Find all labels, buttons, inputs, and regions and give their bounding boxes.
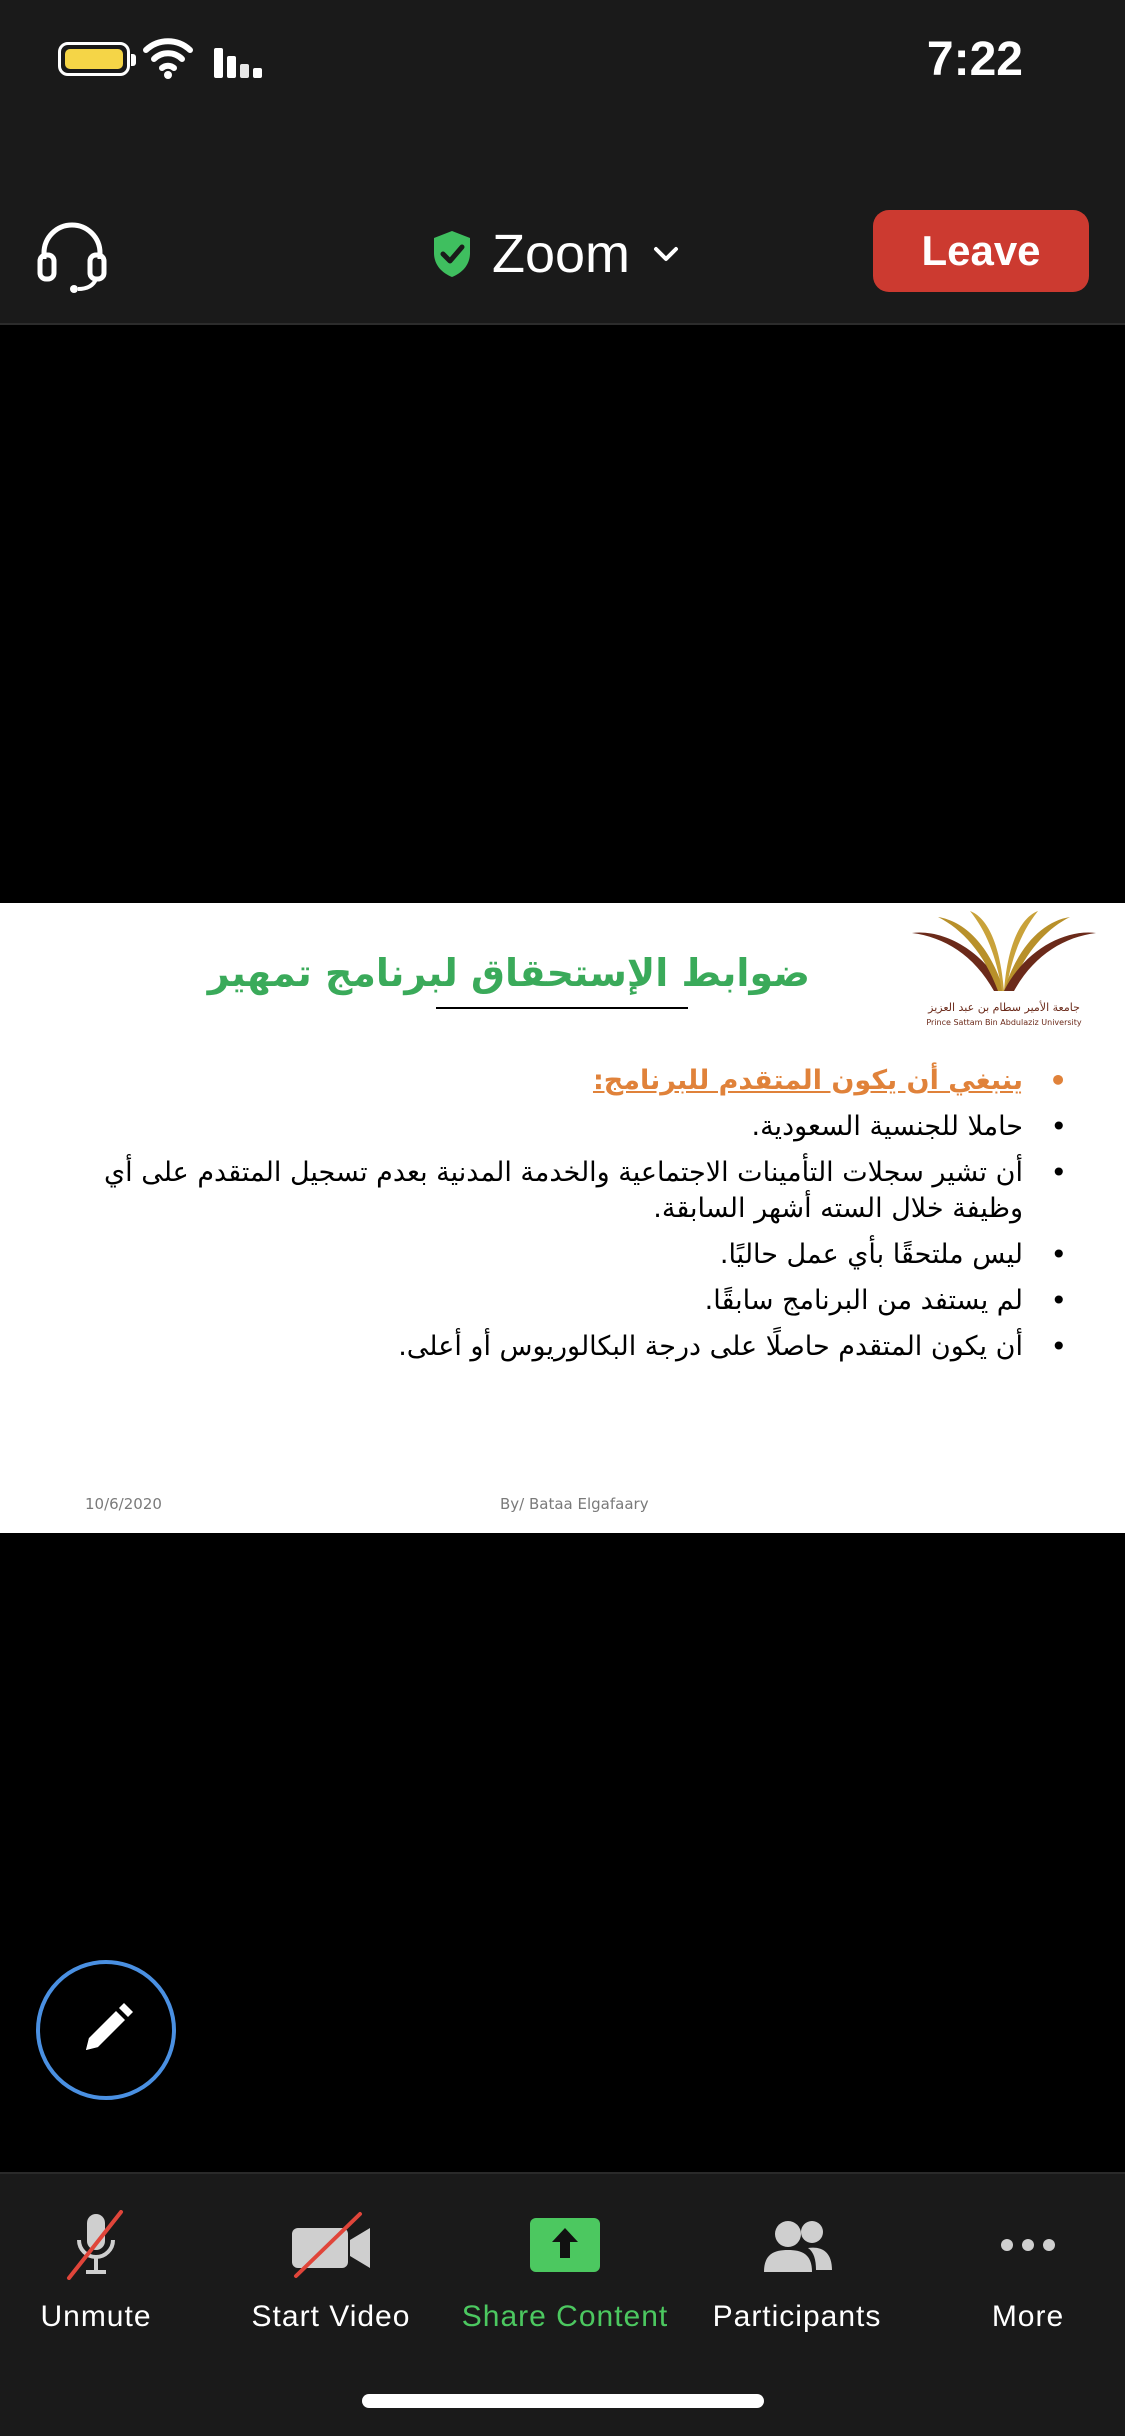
participants-icon xyxy=(752,2210,842,2280)
unmute-button[interactable] xyxy=(28,2210,164,2350)
status-time: 7:22 xyxy=(926,33,1023,86)
pencil-icon xyxy=(74,1998,138,2062)
shield-check-icon xyxy=(430,229,474,279)
slide-bullet: • أن تشير سجلات التأمينات الاجتماعية والخدمة المدنية بعدم تسجيل المتقدم على أي وظيفة خلال السته أشهر السابقة. xyxy=(55,1155,1045,1227)
meeting-title: Zoom xyxy=(492,224,631,284)
leave-button[interactable]: Leave xyxy=(873,210,1089,292)
title-underline xyxy=(436,1007,688,1009)
slide-bullet-heading: • ينبغي أن يكون المتقدم للبرنامج: xyxy=(55,1063,1045,1099)
slide-title: ضوابط الإستحقاق لبرنامج تمهير xyxy=(207,951,810,995)
participants-button[interactable] xyxy=(700,2210,894,2350)
more-button[interactable] xyxy=(970,2210,1086,2350)
battery-icon xyxy=(58,42,130,76)
slide-bullet: • أن يكون المتقدم حاصلًا على درجة البكالوريوس أو أعلى. xyxy=(55,1329,1045,1365)
slide-footer-date: 10/6/2020 xyxy=(85,1495,162,1513)
meeting-title-dropdown[interactable] xyxy=(430,223,684,285)
logo-arabic-text: جامعة الأمير سطام بن عبد العزيز xyxy=(928,1001,1080,1014)
headset-icon[interactable] xyxy=(32,215,112,295)
slide-bullet: • لم يستفد من البرنامج سابقًا. xyxy=(55,1283,1045,1319)
more-label: More xyxy=(991,2300,1065,2333)
participants-label: Participants xyxy=(712,2300,882,2333)
chevron-down-icon xyxy=(648,236,684,272)
university-logo xyxy=(904,911,1104,1033)
share-content-label: Share Content xyxy=(461,2300,669,2333)
meeting-top-bar xyxy=(0,125,1125,325)
wifi-icon xyxy=(142,34,194,80)
more-dots-icon xyxy=(983,2210,1073,2280)
annotate-button[interactable] xyxy=(36,1960,176,2100)
status-bar xyxy=(0,0,1125,125)
unmute-label: Unmute xyxy=(40,2300,152,2333)
video-camera-off-icon xyxy=(286,2210,376,2280)
logo-english-text: Prince Sattam Bin Abdulaziz University xyxy=(926,1018,1082,1027)
share-arrow-up-icon xyxy=(520,2210,610,2280)
microphone-muted-icon xyxy=(51,2210,141,2280)
start-video-label: Start Video xyxy=(251,2300,411,2333)
shared-screen-slide xyxy=(0,903,1125,1533)
share-content-button[interactable] xyxy=(450,2210,680,2350)
slide-bullet-list xyxy=(55,1063,1045,1375)
home-indicator[interactable] xyxy=(362,2394,764,2408)
slide-bullet: • ليس ملتحقًا بأي عمل حاليًا. xyxy=(55,1237,1045,1273)
cellular-signal-icon xyxy=(214,48,264,78)
slide-bullet: • حاملا للجنسية السعودية. xyxy=(55,1109,1045,1145)
slide-footer-author: By/ Bataa Elgafaary xyxy=(500,1495,649,1513)
start-video-button[interactable] xyxy=(238,2210,424,2350)
